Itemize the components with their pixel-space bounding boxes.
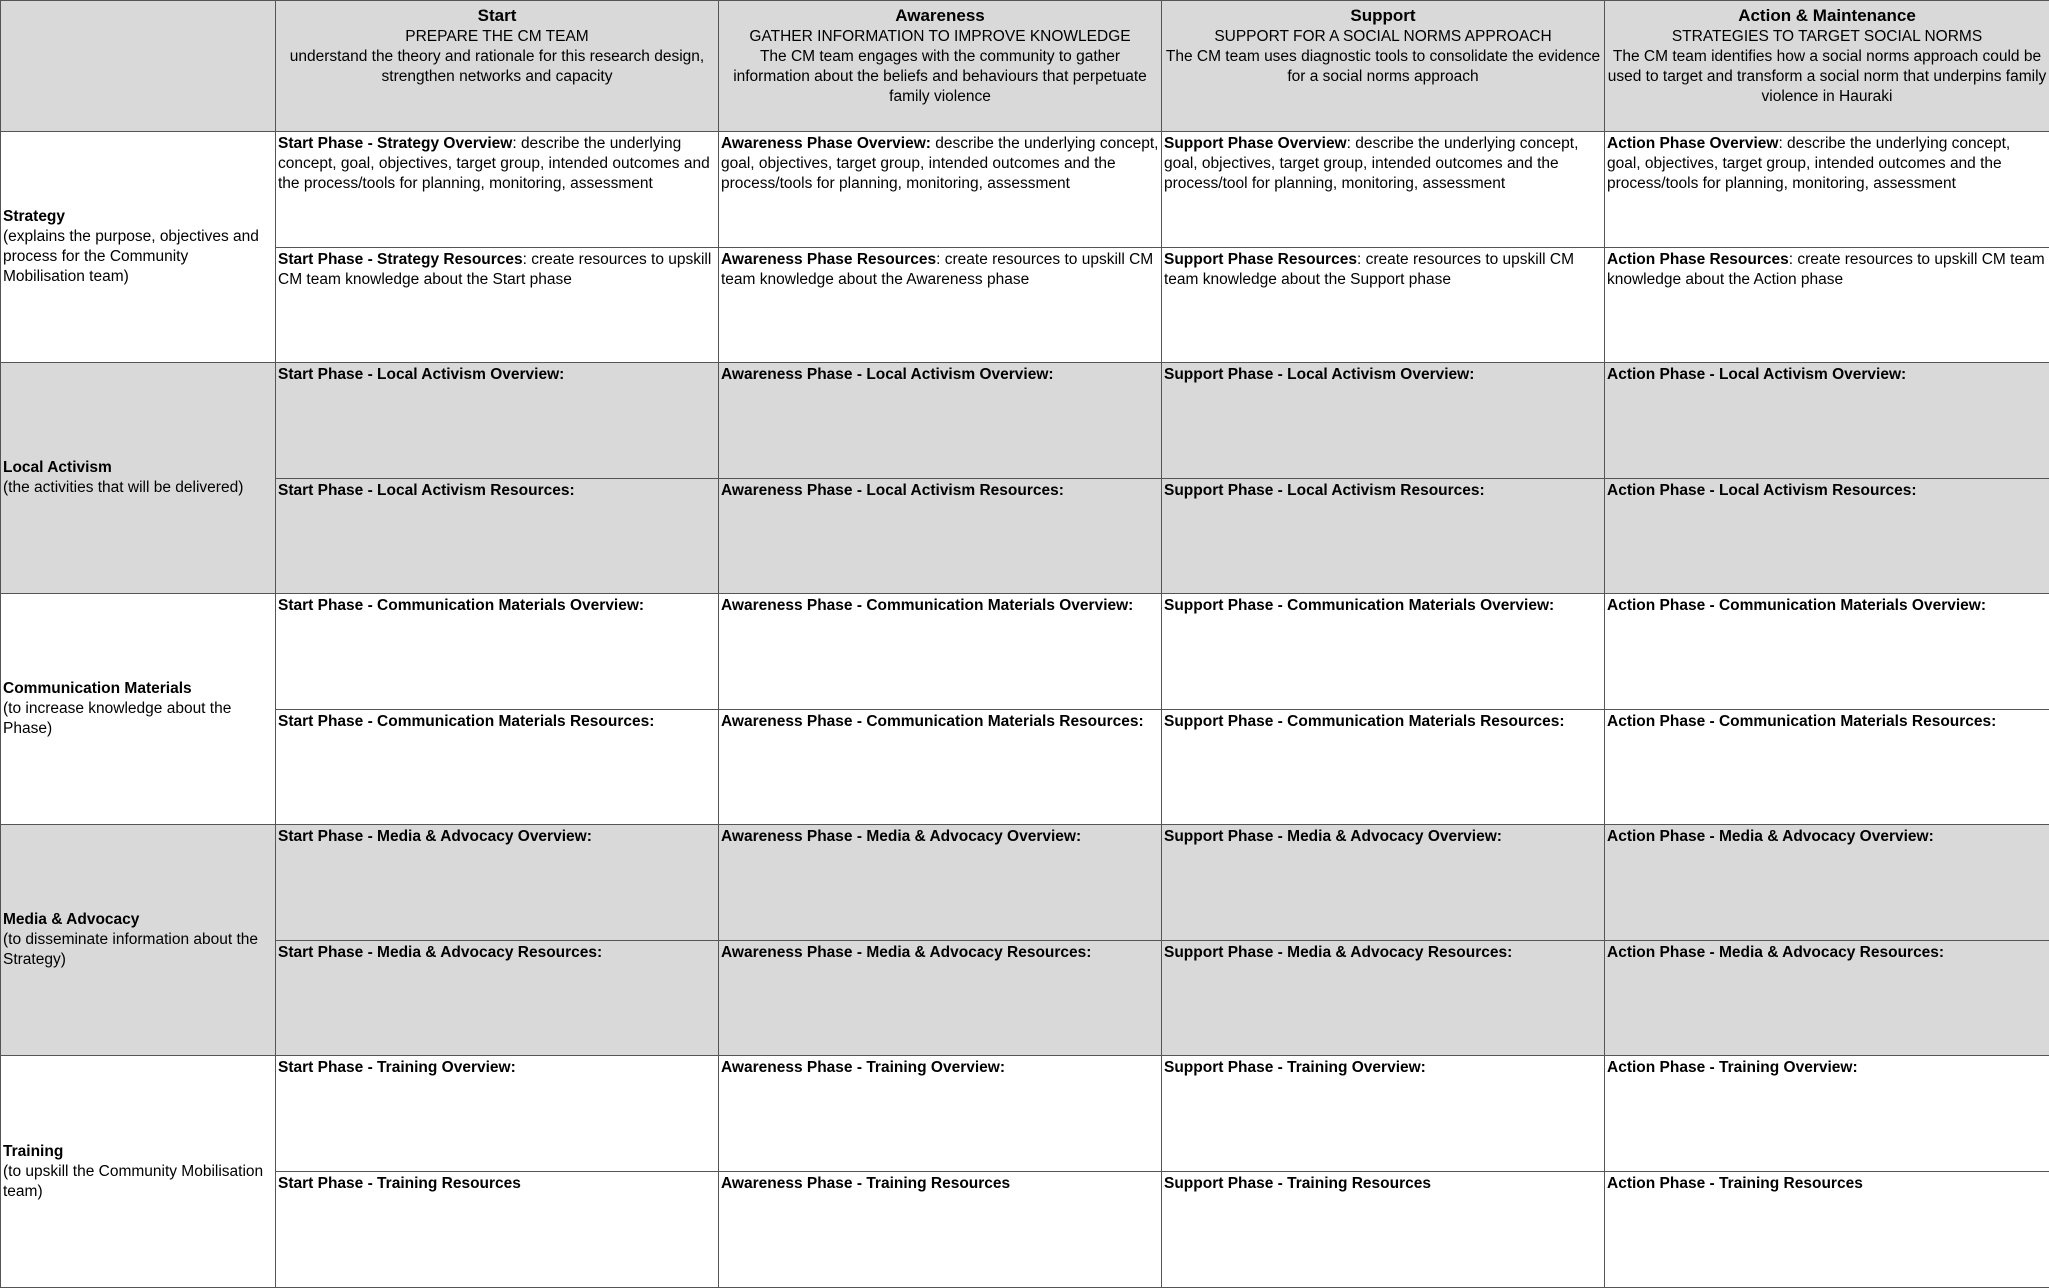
header-cell-awareness[interactable]	[719, 1, 1162, 132]
cell-heading: Action Phase Overview	[1607, 135, 1779, 152]
cell-heading: Start Phase - Local Activism Resources:	[278, 482, 575, 499]
cell-text	[719, 594, 1161, 616]
row-label-communication-materials[interactable]	[1, 594, 276, 825]
cell-heading: Support Phase Overview	[1164, 135, 1347, 152]
cell-text	[719, 1056, 1161, 1078]
cell-text	[719, 710, 1161, 732]
cell-action-strategy-overview[interactable]	[1605, 132, 2049, 248]
phase-subtitle: SUPPORT FOR A SOCIAL NORMS APPROACH	[1214, 28, 1552, 45]
cell-support-local-activism-resources[interactable]	[1162, 479, 1605, 594]
cell-body: : create resources to upskill CM team knowledge about the Start phase	[278, 251, 712, 288]
cell-heading: Action Phase - Local Activism Resources:	[1607, 482, 1917, 499]
cell-start-training-overview[interactable]	[276, 1056, 719, 1172]
cell-text	[1162, 941, 1604, 963]
cell-text	[719, 941, 1161, 963]
grid-body	[1, 132, 2049, 1288]
cell-text	[276, 710, 718, 732]
cell-awareness-media-advocacy-resources[interactable]	[719, 941, 1162, 1056]
cell-text	[276, 248, 718, 290]
cell-heading: Start Phase - Media & Advocacy Resources:	[278, 944, 603, 961]
cell-heading: Start Phase - Local Activism Overview:	[278, 366, 565, 383]
cell-heading: Support Phase - Communication Materials Resources:	[1164, 713, 1565, 730]
phase-subtitle: PREPARE THE CM TEAM	[405, 28, 589, 45]
cell-text	[276, 941, 718, 963]
cell-heading: Awareness Phase - Training Resources	[721, 1175, 1011, 1192]
cell-support-training-resources[interactable]	[1162, 1172, 1605, 1288]
cell-text	[719, 132, 1161, 194]
cell-heading: Support Phase - Media & Advocacy Overview:	[1164, 828, 1502, 845]
row-label-title: Strategy	[3, 208, 66, 225]
cell-text	[276, 825, 718, 847]
cell-action-media-advocacy-overview[interactable]	[1605, 825, 2049, 941]
phase-subtitle: GATHER INFORMATION TO IMPROVE KNOWLEDGE	[749, 28, 1131, 45]
cell-text	[1162, 1056, 1604, 1078]
cell-heading: Awareness Phase - Local Activism Resources:	[721, 482, 1064, 499]
cell-heading: Start Phase - Communication Materials Resources:	[278, 713, 655, 730]
row-label-title: Communication Materials	[3, 680, 192, 697]
cell-start-training-resources[interactable]	[276, 1172, 719, 1288]
cell-heading: Support Phase - Local Activism Overview:	[1164, 366, 1475, 383]
phase-subtitle: STRATEGIES TO TARGET SOCIAL NORMS	[1671, 28, 1983, 45]
cell-heading: Start Phase - Media & Advocacy Overview:	[278, 828, 592, 845]
cell-start-strategy-overview[interactable]	[276, 132, 719, 248]
cell-action-local-activism-resources[interactable]	[1605, 479, 2049, 594]
cell-heading: Support Phase - Training Resources	[1164, 1175, 1432, 1192]
cell-action-communication-materials-overview[interactable]	[1605, 594, 2049, 710]
cell-text	[719, 1172, 1161, 1194]
cell-text	[1605, 1056, 2049, 1078]
cell-awareness-local-activism-overview[interactable]	[719, 363, 1162, 479]
cell-action-strategy-resources[interactable]	[1605, 248, 2049, 363]
cell-heading: Support Phase - Media & Advocacy Resources:	[1164, 944, 1513, 961]
row-label-title: Training	[3, 1142, 64, 1160]
cell-support-media-advocacy-resources[interactable]	[1162, 941, 1605, 1056]
row-strategy-overview	[1, 132, 2049, 248]
cell-text	[1605, 132, 2049, 194]
row-label-title: Local Activism	[3, 459, 112, 476]
cell-awareness-strategy-overview[interactable]	[719, 132, 1162, 248]
cell-awareness-strategy-resources[interactable]	[719, 248, 1162, 363]
cell-text	[1162, 479, 1604, 501]
cell-start-communication-materials-resources[interactable]	[276, 710, 719, 825]
cell-text	[1605, 710, 2049, 732]
cell-support-strategy-overview[interactable]	[1162, 132, 1605, 248]
cell-text	[1162, 594, 1604, 616]
cell-action-communication-materials-resources[interactable]	[1605, 710, 2049, 825]
cell-support-training-overview[interactable]	[1162, 1056, 1605, 1172]
cell-awareness-local-activism-resources[interactable]	[719, 479, 1162, 594]
cell-text	[719, 825, 1161, 847]
phase-description: understand the theory and rationale for this research design, strengthen networks and capacity	[289, 48, 705, 85]
cell-heading: Awareness Phase - Media & Advocacy Overview:	[721, 828, 1082, 845]
row-media-advocacy-overview	[1, 825, 2049, 941]
cell-support-local-activism-overview[interactable]	[1162, 363, 1605, 479]
cell-text	[1162, 825, 1604, 847]
cell-heading: Awareness Phase - Training Overview:	[721, 1059, 1006, 1076]
cell-heading: Awareness Phase - Communication Materials Resources:	[721, 713, 1144, 730]
cell-text	[1605, 248, 2049, 290]
phase-title: Action & Maintenance	[1738, 6, 1916, 25]
cell-heading: Start Phase - Strategy Resources	[278, 251, 523, 268]
row-label-training[interactable]	[1, 1056, 276, 1288]
phase-title: Awareness	[895, 6, 985, 25]
cell-body: : create resources to upskill CM team knowledge about the Awareness phase	[721, 251, 1154, 288]
cell-start-media-advocacy-overview[interactable]	[276, 825, 719, 941]
cell-action-training-overview[interactable]	[1605, 1056, 2049, 1172]
cell-body: : describe the underlying concept, goal, objectives, target group, intended outcomes and the process/tools for planning, monitoring, assessment	[1607, 135, 2011, 192]
cell-heading: Action Phase - Training Resources	[1607, 1175, 1863, 1192]
phase-description: The CM team engages with the community to gather information about the beliefs and behaviours that perpetuate family violence	[733, 48, 1147, 105]
header-cell-action[interactable]	[1605, 1, 2049, 132]
cell-body: describe the underlying concept, goal, objectives, target group, intended outcomes and the process/tools for planning, monitoring, assessment	[721, 135, 1159, 192]
phase-title: Start	[477, 6, 517, 25]
cell-text	[1162, 132, 1604, 194]
cell-text	[719, 479, 1161, 501]
cell-body: : describe the underlying concept, goal, objectives, target group, intended outcomes and the process/tool for planning, monitoring, assessment	[1164, 135, 1579, 192]
cell-text	[1605, 941, 2049, 963]
cell-heading: Start Phase - Training Overview:	[278, 1059, 516, 1076]
cell-support-strategy-resources[interactable]	[1162, 248, 1605, 363]
cell-action-media-advocacy-resources[interactable]	[1605, 941, 2049, 1056]
cell-body: : create resources to upskill CM team knowledge about the Support phase	[1164, 251, 1575, 288]
cell-text	[276, 594, 718, 616]
row-training-resources	[1, 1172, 2049, 1288]
row-communication-materials-resources	[1, 710, 2049, 825]
cell-awareness-media-advocacy-overview[interactable]	[719, 825, 1162, 941]
cell-body: : create resources to upskill CM team knowledge about the Action phase	[1607, 251, 2045, 288]
phase-description: The CM team identifies how a social norms approach could be used to target and transform a social norm that underpins family violence in Hauraki	[1607, 48, 2047, 105]
cell-body: : describe the underlying concept, goal, objectives, target group, intended outcomes and the process/tools for planning, monitoring, assessment	[278, 135, 710, 192]
cell-text	[1605, 1172, 2049, 1194]
cell-heading: Action Phase Resources	[1607, 251, 1789, 268]
phase-title: Support	[1350, 6, 1416, 25]
row-label-subtitle: (to upskill the Community Mobilisation team)	[3, 1162, 264, 1200]
row-label-subtitle: (the activities that will be delivered)	[3, 479, 244, 496]
cell-start-local-activism-overview[interactable]	[276, 363, 719, 479]
cell-support-communication-materials-overview[interactable]	[1162, 594, 1605, 710]
cell-awareness-communication-materials-overview[interactable]	[719, 594, 1162, 710]
header-cell-start[interactable]	[276, 1, 719, 132]
cell-heading: Action Phase - Communication Materials Overview:	[1607, 597, 1986, 614]
row-label-title: Media & Advocacy	[3, 911, 140, 928]
row-local-activism-overview	[1, 363, 2049, 479]
row-label-media-advocacy[interactable]	[1, 825, 276, 1056]
cell-text	[276, 1172, 718, 1194]
cell-support-communication-materials-resources[interactable]	[1162, 710, 1605, 825]
row-media-advocacy-resources	[1, 941, 2049, 1056]
cell-text	[1605, 363, 2049, 385]
cell-text	[276, 132, 718, 194]
cell-text	[719, 363, 1161, 385]
cell-text	[276, 1056, 718, 1078]
row-label-local-activism[interactable]	[1, 363, 276, 594]
row-strategy-resources	[1, 248, 2049, 363]
cell-heading: Action Phase - Media & Advocacy Overview:	[1607, 828, 1934, 845]
cell-heading: Action Phase - Communication Materials Resources:	[1607, 713, 1997, 730]
row-training-overview	[1, 1056, 2049, 1172]
cell-support-media-advocacy-overview[interactable]	[1162, 825, 1605, 941]
cell-heading: Support Phase Resources	[1164, 251, 1357, 268]
cell-text	[1162, 710, 1604, 732]
cell-start-media-advocacy-resources[interactable]	[276, 941, 719, 1056]
cell-heading: Start Phase - Strategy Overview	[278, 135, 513, 152]
phase-description: The CM team uses diagnostic tools to consolidate the evidence for a social norms approach	[1165, 48, 1601, 85]
corner-cell[interactable]	[1, 1, 276, 132]
cell-awareness-training-resources[interactable]	[719, 1172, 1162, 1288]
header-row	[1, 1, 2049, 132]
cell-heading: Action Phase - Local Activism Overview:	[1607, 366, 1907, 383]
cell-text	[1162, 248, 1604, 290]
cell-action-training-resources[interactable]	[1605, 1172, 2049, 1288]
row-local-activism-resources	[1, 479, 2049, 594]
cell-heading: Awareness Phase Overview:	[721, 135, 931, 152]
cell-text	[276, 479, 718, 501]
cell-text	[276, 363, 718, 385]
cell-heading: Start Phase - Training Resources	[278, 1175, 521, 1192]
cell-heading: Awareness Phase - Local Activism Overview:	[721, 366, 1054, 383]
cell-start-local-activism-resources[interactable]	[276, 479, 719, 594]
row-communication-materials-overview	[1, 594, 2049, 710]
row-label-subtitle: (explains the purpose, objectives and process for the Community Mobilisation team)	[3, 228, 259, 285]
cell-heading: Action Phase - Training Overview:	[1607, 1059, 1858, 1076]
row-label-subtitle: (to disseminate information about the Strategy)	[3, 931, 259, 968]
cell-text	[1605, 825, 2049, 847]
cell-text	[1605, 479, 2049, 501]
cell-heading: Action Phase - Media & Advocacy Resources:	[1607, 944, 1945, 961]
header-cell-support[interactable]	[1162, 1, 1605, 132]
cell-heading: Support Phase - Communication Materials Overview:	[1164, 597, 1555, 614]
cell-start-communication-materials-overview[interactable]	[276, 594, 719, 710]
cell-heading: Support Phase - Local Activism Resources:	[1164, 482, 1485, 499]
cell-heading: Support Phase - Training Overview:	[1164, 1059, 1426, 1076]
cell-start-strategy-resources[interactable]	[276, 248, 719, 363]
cell-heading: Start Phase - Communication Materials Overview:	[278, 597, 645, 614]
row-label-strategy[interactable]	[1, 132, 276, 363]
cell-text	[1162, 363, 1604, 385]
cell-heading: Awareness Phase - Media & Advocacy Resources:	[721, 944, 1092, 961]
cell-text	[1162, 1172, 1604, 1194]
cell-heading: Awareness Phase - Communication Materials Overview:	[721, 597, 1134, 614]
cell-text	[1605, 594, 2049, 616]
cell-heading: Awareness Phase Resources	[721, 251, 937, 268]
cell-awareness-communication-materials-resources[interactable]	[719, 710, 1162, 825]
row-label-subtitle: (to increase knowledge about the Phase)	[3, 700, 232, 737]
cell-action-local-activism-overview[interactable]	[1605, 363, 2049, 479]
cell-awareness-training-overview[interactable]	[719, 1056, 1162, 1172]
cell-text	[719, 248, 1161, 290]
